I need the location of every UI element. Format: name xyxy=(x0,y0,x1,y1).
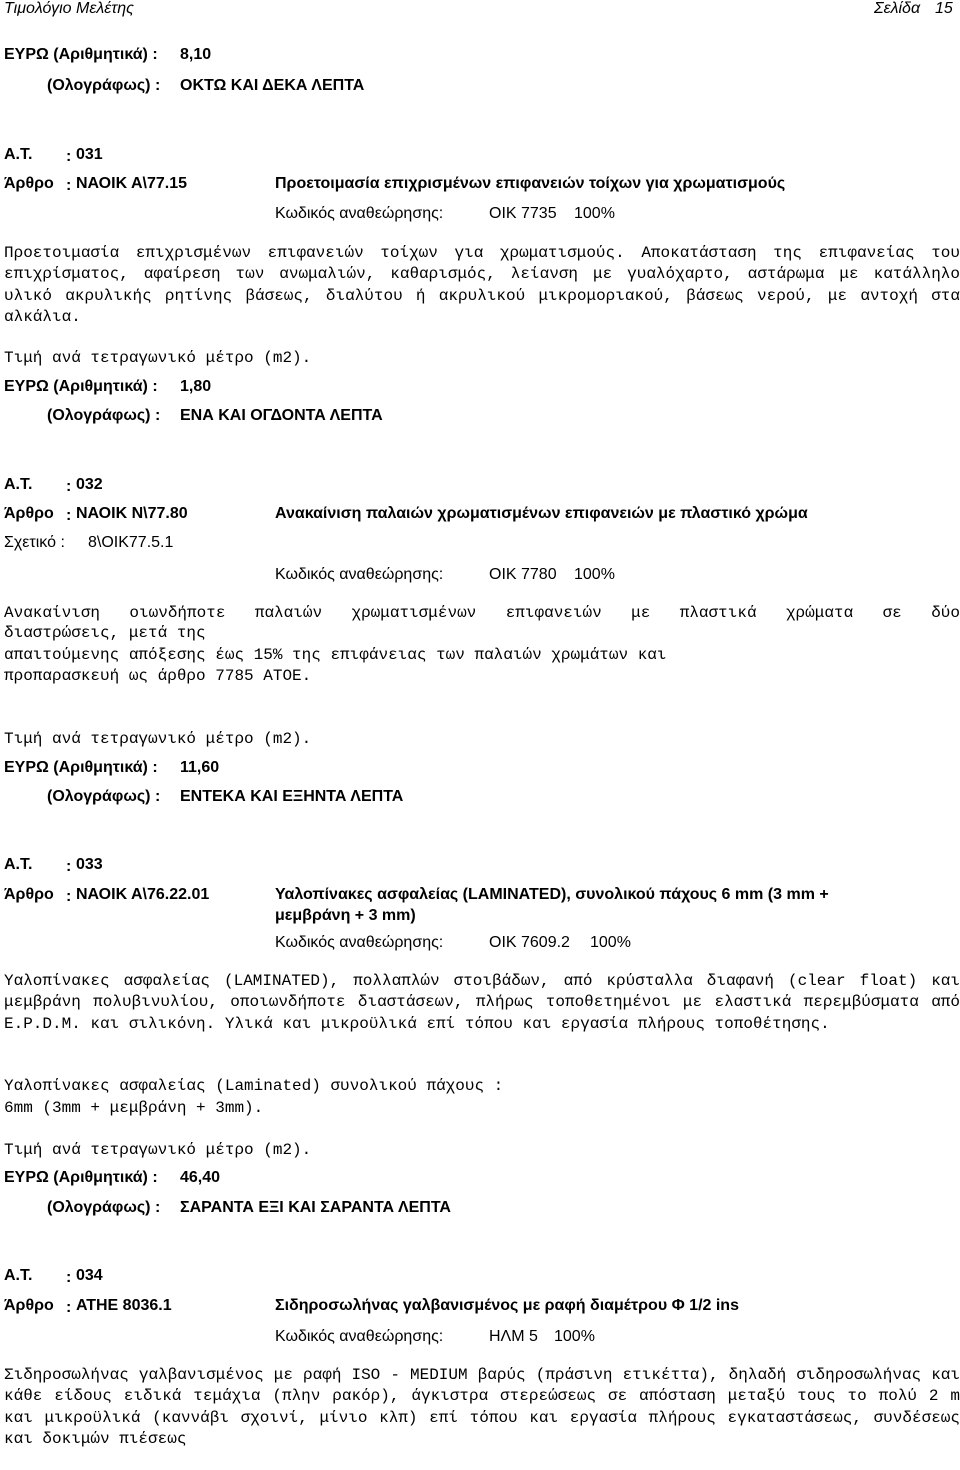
article-code: ΑΤΗΕ 8036.1 xyxy=(76,1297,172,1314)
article-label: Άρθρο xyxy=(4,175,54,192)
description-line: Υαλοπίνακες ασφαλείας (Laminated) συνολικού πάχους : xyxy=(4,1077,504,1095)
euro-num: 11,60 xyxy=(180,759,220,776)
at-label: Α.Τ. xyxy=(4,856,33,873)
euro-words-label: (Ολογράφως) : xyxy=(47,788,161,805)
at-number: 033 xyxy=(76,856,103,873)
at-label: Α.Τ. xyxy=(4,146,33,163)
euro-words: ΕΝΤΕΚΑ ΚΑΙ ΕΞΗΝΤΑ ΛΕΠΤΑ xyxy=(180,788,404,805)
item-title: Ανακαίνιση παλαιών χρωματισμένων επιφανειών με πλαστικό χρώμα xyxy=(275,505,808,522)
article-colon: : xyxy=(66,507,72,524)
rev-pct: 100% xyxy=(574,205,615,222)
description-line: διαστρώσεις, μετά της xyxy=(4,624,206,642)
euro-words-label: (Ολογράφως) : xyxy=(47,1199,161,1216)
unit-text: Τιμή ανά τετραγωνικό μέτρο (m2). xyxy=(4,349,312,367)
at-number: 032 xyxy=(76,476,103,493)
item-title-line: Υαλοπίνακες ασφαλείας (LAMINATED), συνολικού πάχους 6 mm (3 mm + xyxy=(275,886,829,903)
euro-num-label: ΕΥΡΩ (Αριθμητικά) : xyxy=(4,759,158,776)
unit-text: Τιμή ανά τετραγωνικό μέτρο (m2). xyxy=(4,730,312,748)
article-label: Άρθρο xyxy=(4,505,54,522)
article-code: ΝΑΟΙΚ Α\77.15 xyxy=(76,175,188,192)
rev-code: ΟΙΚ 7780 xyxy=(489,566,557,583)
article-code: ΝΑΟΙΚ Ν\77.80 xyxy=(76,505,188,522)
unit-text: Τιμή ανά τετραγωνικό μέτρο (m2). xyxy=(4,1141,312,1159)
euro-num: 46,40 xyxy=(180,1169,221,1186)
description-line: απαιτούμενης απόξεσης έως 15% της επιφάνειας των παλαιών χρωμάτων και xyxy=(4,646,667,664)
rev-code-label: Κωδικός αναθεώρησης: xyxy=(275,934,444,951)
rev-code-label: Κωδικός αναθεώρησης: xyxy=(275,1328,444,1345)
at-colon: : xyxy=(66,858,72,875)
rev-code-label: Κωδικός αναθεώρησης: xyxy=(275,566,444,583)
at-label: Α.Τ. xyxy=(4,476,33,493)
at-number: 034 xyxy=(76,1267,103,1284)
euro-num-label: ΕΥΡΩ (Αριθμητικά) : xyxy=(4,1169,158,1186)
euro-words: ΣΑΡΑΝΤΑ ΕΞΙ ΚΑΙ ΣΑΡΑΝΤΑ ΛΕΠΤΑ xyxy=(180,1199,451,1216)
article-label: Άρθρο xyxy=(4,1297,54,1314)
item-description: Υαλοπίνακες ασφαλείας (LAMINATED), πολλαπλών στοιβάδων, από κρύσταλλα διαφανή (clear float) και μεμβράνη πολυβινυλίου, οποιωνδήποτε διαστάσεων, πλήρως τοποθετημένοι με ελαστικά περεμβύσματα από E.P.D.M. και σιλικόνη. Υλικά και μικροϋλικά επί τόπου και εργασία πλήρους τοποθέτησης. xyxy=(4,972,960,1033)
description-line: Ανακαίνιση οιωνδήποτε παλαιών χρωματισμένων επιφανειών με πλαστικά χρώματα σε δύο xyxy=(4,604,960,622)
prev-euro-words-label: (Ολογράφως) : xyxy=(47,77,161,94)
page-number: 15 xyxy=(935,0,953,17)
rev-code: ΟΙΚ 7735 xyxy=(489,205,557,222)
description-line: προπαρασκευή ως άρθρο 7785 ΑΤΟΕ. xyxy=(4,667,312,685)
prev-euro-words: ΟΚΤΩ ΚΑΙ ΔΕΚΑ ΛΕΠΤΑ xyxy=(180,77,365,94)
item-title: Σιδηροσωλήνας γαλβανισμένος με ραφή διαμέτρου Φ 1/2 ins xyxy=(275,1297,739,1314)
article-colon: : xyxy=(66,177,72,194)
euro-num: 1,80 xyxy=(180,378,212,395)
euro-words: ΕΝΑ ΚΑΙ ΟΓΔΟΝΤΑ ΛΕΠΤΑ xyxy=(180,407,383,424)
item-title: Προετοιμασία επιχρισμένων επιφανειών τοίχων για χρωματισμούς xyxy=(275,175,786,192)
rev-pct: 100% xyxy=(590,934,631,951)
article-label: Άρθρο xyxy=(4,886,54,903)
article-colon: : xyxy=(66,1299,72,1316)
euro-num-label: ΕΥΡΩ (Αριθμητικά) : xyxy=(4,378,158,395)
related-label: Σχετικό : xyxy=(4,534,65,551)
rev-pct: 100% xyxy=(574,566,615,583)
at-colon: : xyxy=(66,1269,72,1286)
at-number: 031 xyxy=(76,146,103,163)
page-label: Σελίδα xyxy=(874,0,921,17)
article-colon: : xyxy=(66,888,72,905)
prev-euro-num-label: ΕΥΡΩ (Αριθμητικά) : xyxy=(4,46,158,63)
rev-pct: 100% xyxy=(554,1328,595,1345)
rev-code-label: Κωδικός αναθεώρησης: xyxy=(275,205,444,222)
item-title-line: μεμβράνη + 3 mm) xyxy=(275,907,416,924)
description-line: 6mm (3mm + μεμβράνη + 3mm). xyxy=(4,1099,264,1117)
item-description: Σιδηροσωλήνας γαλβανισμένος με ραφή ISO - MEDIUM βαρύς (πράσινη ετικέττα), δηλαδή σιδηροσωλήνας και κάθε είδους ειδικά τεμάχια (πλην ρακόρ), άγκιστρα στερεώσεως σε απόσταση μεταξύ τους το πολύ 2 m και μικροϋλικά (καννάβι σχοινί, μίνιο κλπ) επί τόπου και εργασία πλήρους εγκαταστάσεως, συνδέσεως και δοκιμών πιέσεως xyxy=(4,1366,960,1448)
item-description: Προετοιμασία επιχρισμένων επιφανειών τοίχων για χρωματισμούς. Αποκατάσταση της επιφανείας του επιχρίσματος, αφαίρεση των ανωμαλιών, καθαρισμός, λείανση με γυαλόχαρτο, αστάρωμα με κατάλληλο υλικό ακρυλικής ρητίνης βάσεως, διαλύτου ή ακρυλικού μικρομοριακού, βάσεως νερού, με αντοχή στα αλκάλια. xyxy=(4,244,960,326)
at-colon: : xyxy=(66,478,72,495)
at-colon: : xyxy=(66,148,72,165)
document-title: Τιμολόγιο Μελέτης xyxy=(4,0,134,17)
prev-euro-num: 8,10 xyxy=(180,46,212,63)
related-code: 8\ΟΙΚ77.5.1 xyxy=(88,534,174,551)
rev-code: ΟΙΚ 7609.2 xyxy=(489,934,570,951)
at-label: Α.Τ. xyxy=(4,1267,33,1284)
article-code: ΝΑΟΙΚ Α\76.22.01 xyxy=(76,886,210,903)
euro-words-label: (Ολογράφως) : xyxy=(47,407,161,424)
rev-code: ΗΛΜ 5 xyxy=(489,1328,538,1345)
